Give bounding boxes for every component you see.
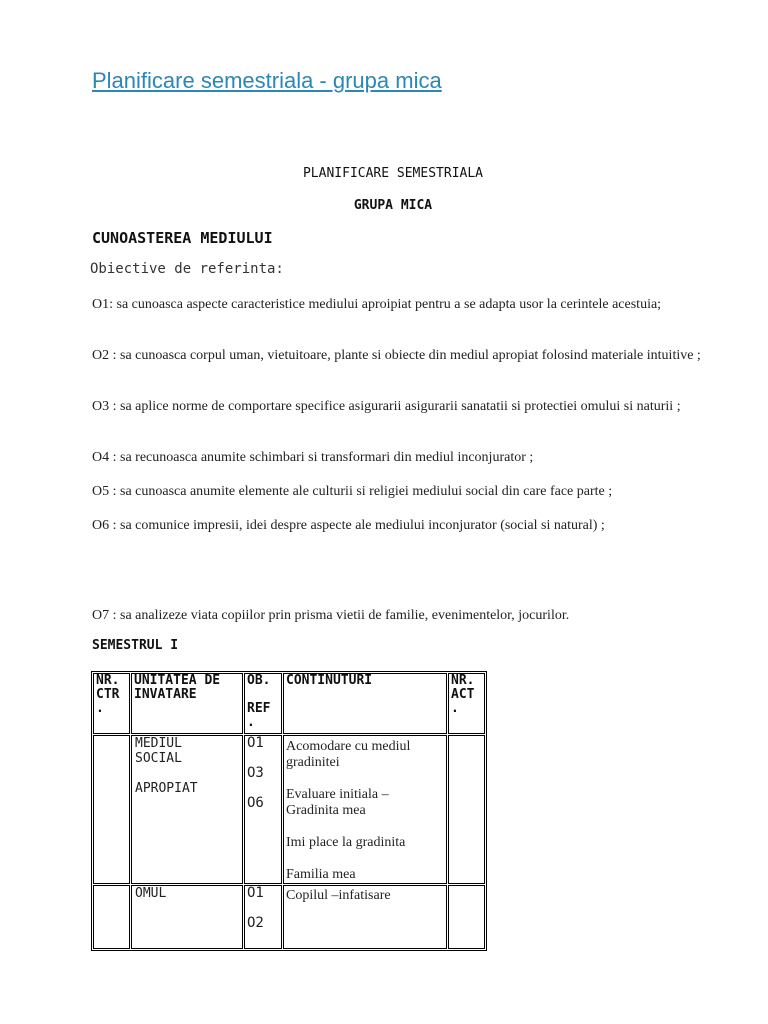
header-text: CTR — [96, 687, 120, 702]
objective-o5: O5 : sa cunoasca anumite elemente ale culturii si religiei mediului social din care face parte ; — [92, 484, 613, 499]
objective-o4: O4 : sa recunoasca anumite schimbari si transformari din mediul inconjurator ; — [92, 450, 534, 465]
header-unitatea — [131, 673, 243, 734]
content-line: Familia mea — [286, 867, 356, 882]
header-text: NR. — [451, 673, 475, 688]
header-nr-ctr — [93, 673, 130, 734]
cell-nr-ctr — [93, 885, 130, 949]
unit-line: APROPIAT — [135, 781, 198, 796]
heading-grupa: GRUPA MICA — [353, 198, 433, 213]
cell-refs — [244, 885, 282, 949]
header-text: . — [451, 701, 459, 716]
ref-line: O1 — [247, 735, 264, 751]
table-header-row — [93, 673, 485, 734]
objectives-subtitle: Obiective de referinta: — [90, 261, 284, 277]
header-text: INVATARE — [134, 687, 197, 702]
heading-planificare: PLANIFICARE SEMESTRIALA — [302, 166, 483, 181]
ref-line: O3 — [247, 765, 264, 781]
content-line: Acomodare cu mediul gradinitei — [286, 739, 411, 770]
objective-o7: O7 : sa analizeze viata copiilor prin prisma vietii de familie, evenimentelor, jocurilor. — [92, 608, 570, 623]
table-row — [93, 735, 485, 884]
content-line: Copilul –infatisare — [286, 888, 391, 903]
cell-nr-ctr — [93, 735, 130, 884]
section-title: CUNOASTEREA MEDIULUI — [92, 229, 273, 247]
content-line: Imi place la gradinita — [286, 835, 406, 850]
unit-line — [134, 766, 240, 781]
document-title-link[interactable]: Planificare semestriala - grupa mica — [92, 68, 442, 93]
unit-line: SOCIAL — [135, 751, 182, 766]
objective-o1: O1: sa cunoasca aspecte caracteristice mediului aproipiat pentru a se adapta usor la cerintele acestuia; — [92, 297, 662, 312]
cell-nr-act — [448, 735, 485, 884]
content-line: Evaluare initiala – Gradinita mea — [286, 787, 389, 818]
semester-title: SEMESTRUL I — [92, 638, 179, 653]
unit-line: MEDIUL — [135, 736, 182, 751]
cell-unit — [131, 735, 243, 884]
header-text: . — [96, 701, 104, 716]
cell-contents — [283, 885, 447, 949]
cell-contents — [283, 735, 447, 884]
header-text: CONTINUTURI — [286, 673, 373, 688]
ref-line: O1 — [247, 885, 264, 901]
cell-refs — [244, 735, 282, 884]
planning-table — [91, 671, 487, 951]
ref-line: O2 — [247, 915, 264, 931]
objective-o2: O2 : sa cunoasca corpul uman, vietuitoare, plante si obiecte din mediul apropiat folosind materiale intuitive ; — [92, 348, 701, 363]
header-continuturi — [283, 673, 447, 734]
cell-nr-act — [448, 885, 485, 949]
header-text — [247, 688, 279, 702]
cell-unit — [131, 885, 243, 949]
objective-o3: O3 : sa aplice norme de comportare specifice asigurarii asigurarii sanatatii si protectiei omului si naturii ; — [92, 399, 681, 414]
header-nr-act — [448, 673, 485, 734]
ref-line: O6 — [247, 795, 264, 811]
header-text: OB. — [247, 673, 271, 688]
header-text: REF — [247, 701, 271, 716]
unit-line: OMUL — [135, 886, 167, 901]
header-text: ACT — [451, 687, 475, 702]
header-text: . — [247, 715, 255, 730]
header-ob-ref — [244, 673, 282, 734]
objective-o6: O6 : sa comunice impresii, idei despre aspecte ale mediului inconjurator (social si natural) ; — [92, 518, 605, 533]
header-text: NR. — [96, 673, 120, 688]
header-text: UNITATEA DE — [134, 673, 221, 688]
table-row — [93, 885, 485, 949]
